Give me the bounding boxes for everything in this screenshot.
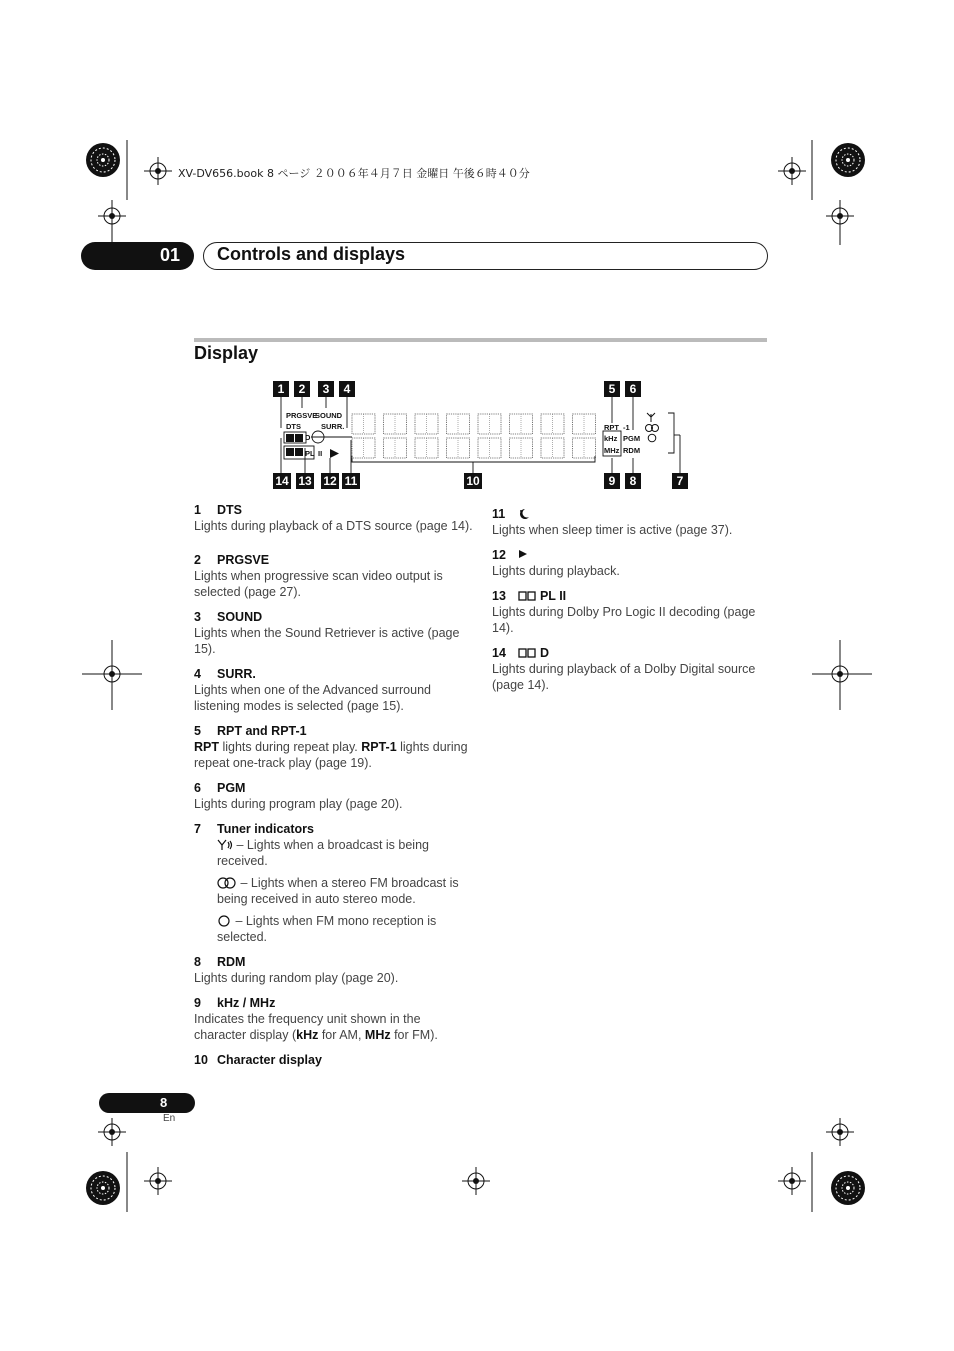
label-pl: PL bbox=[305, 449, 315, 458]
tuner-stereo-row: – Lights when a stereo FM broadcast is being received in auto stereo mode. bbox=[217, 876, 459, 906]
list-item: 13 PL II Lights during Dolby Pro Logic II decoding (page 14). bbox=[492, 589, 756, 635]
display-diagram bbox=[270, 378, 700, 493]
tuner-broadcast-row: – Lights when a broadcast is being received. bbox=[217, 838, 429, 868]
callout-5: 5 bbox=[604, 381, 620, 397]
label-sound: SOUND bbox=[315, 411, 343, 420]
dolby-icon bbox=[518, 591, 536, 601]
label-rdm: RDM bbox=[623, 446, 641, 455]
list-item: 4 SURR. Lights when one of the Advanced surround listening modes is selected (page 15). bbox=[194, 667, 431, 713]
list-item: 9 kHz / MHz Indicates the frequency unit shown in the character display (kHz for AM, MHz for FM). bbox=[194, 996, 438, 1042]
callout-7: 7 bbox=[672, 473, 688, 489]
label-khz: kHz bbox=[604, 434, 618, 443]
callout-12: 12 bbox=[321, 473, 339, 489]
callout-10: 10 bbox=[464, 473, 482, 489]
list-item: 7 Tuner indicators – Lights when a broadcast is being received. – Lights when a stereo FM broadcast is being received in auto stereo mode. – Lights when FM mono reception is selected. bbox=[194, 821, 474, 945]
callout-14: 14 bbox=[273, 473, 291, 489]
list-item: 2 PRGSVE Lights when progressive scan video output is selected (page 27). bbox=[194, 553, 443, 599]
label-minus1: -1 bbox=[623, 423, 630, 432]
list-item: 8 RDM Lights during random play (page 20). bbox=[194, 955, 399, 985]
dolby-icon bbox=[518, 648, 536, 658]
book-header-line: XV-DV656.book 8 ページ ２００６年４月７日 金曜日 午後６時４０分 bbox=[178, 167, 530, 180]
callout-2: 2 bbox=[294, 381, 310, 397]
section-title: Display bbox=[194, 343, 259, 363]
callout-9: 9 bbox=[604, 473, 620, 489]
callout-4: 4 bbox=[339, 381, 355, 397]
stereo-icon bbox=[217, 877, 237, 889]
left-column bbox=[194, 502, 474, 1077]
label-mhz: MHz bbox=[604, 446, 620, 455]
callout-6: 6 bbox=[625, 381, 641, 397]
antenna-icon bbox=[217, 839, 233, 850]
play-icon bbox=[518, 549, 528, 559]
label-dts: DTS bbox=[286, 422, 301, 431]
list-item: 1 DTS Lights during playback of a DTS source (page 14). bbox=[194, 503, 473, 533]
mono-icon bbox=[217, 915, 232, 927]
callout-8: 8 bbox=[625, 473, 641, 489]
label-surr: SURR. bbox=[321, 422, 345, 431]
right-column bbox=[492, 506, 767, 702]
list-item: 3 SOUND Lights when the Sound Retriever is active (page 15). bbox=[194, 610, 460, 656]
page-number-pill bbox=[99, 1093, 195, 1113]
label-d: D bbox=[305, 433, 311, 442]
list-item: 5 RPT and RPT-1 RPT lights during repeat play. RPT-1 lights during repeat one-track play (page 19). bbox=[194, 724, 468, 770]
character-display bbox=[350, 412, 600, 460]
list-item: 14 D Lights during playback of a Dolby Digital source (page 14). bbox=[492, 646, 756, 692]
section-rule bbox=[194, 338, 767, 342]
list-item: 6 PGM Lights during program play (page 20). bbox=[194, 781, 403, 811]
sleep-icon bbox=[518, 508, 530, 520]
label-rpt: RPT bbox=[604, 423, 619, 432]
label-prgsve: PRGSVE bbox=[286, 411, 318, 420]
callout-13: 13 bbox=[296, 473, 314, 489]
tuner-mono-row: – Lights when FM mono reception is selected. bbox=[217, 914, 437, 944]
label-pgm: PGM bbox=[623, 434, 641, 443]
chapter-number: 01 bbox=[160, 245, 181, 265]
callout-3: 3 bbox=[318, 381, 334, 397]
list-item: 12 Lights during playback. bbox=[492, 548, 620, 578]
callout-11: 11 bbox=[342, 473, 360, 489]
callout-1: 1 bbox=[273, 381, 289, 397]
page-number: 8 bbox=[160, 1095, 168, 1110]
label-ii: II bbox=[318, 449, 323, 458]
list-item: 10 Character display bbox=[194, 1053, 322, 1067]
list-item: 11 Lights when sleep timer is active (page 37). bbox=[492, 507, 733, 537]
page-language: En bbox=[163, 1113, 176, 1124]
chapter-title: Controls and displays bbox=[217, 244, 406, 264]
